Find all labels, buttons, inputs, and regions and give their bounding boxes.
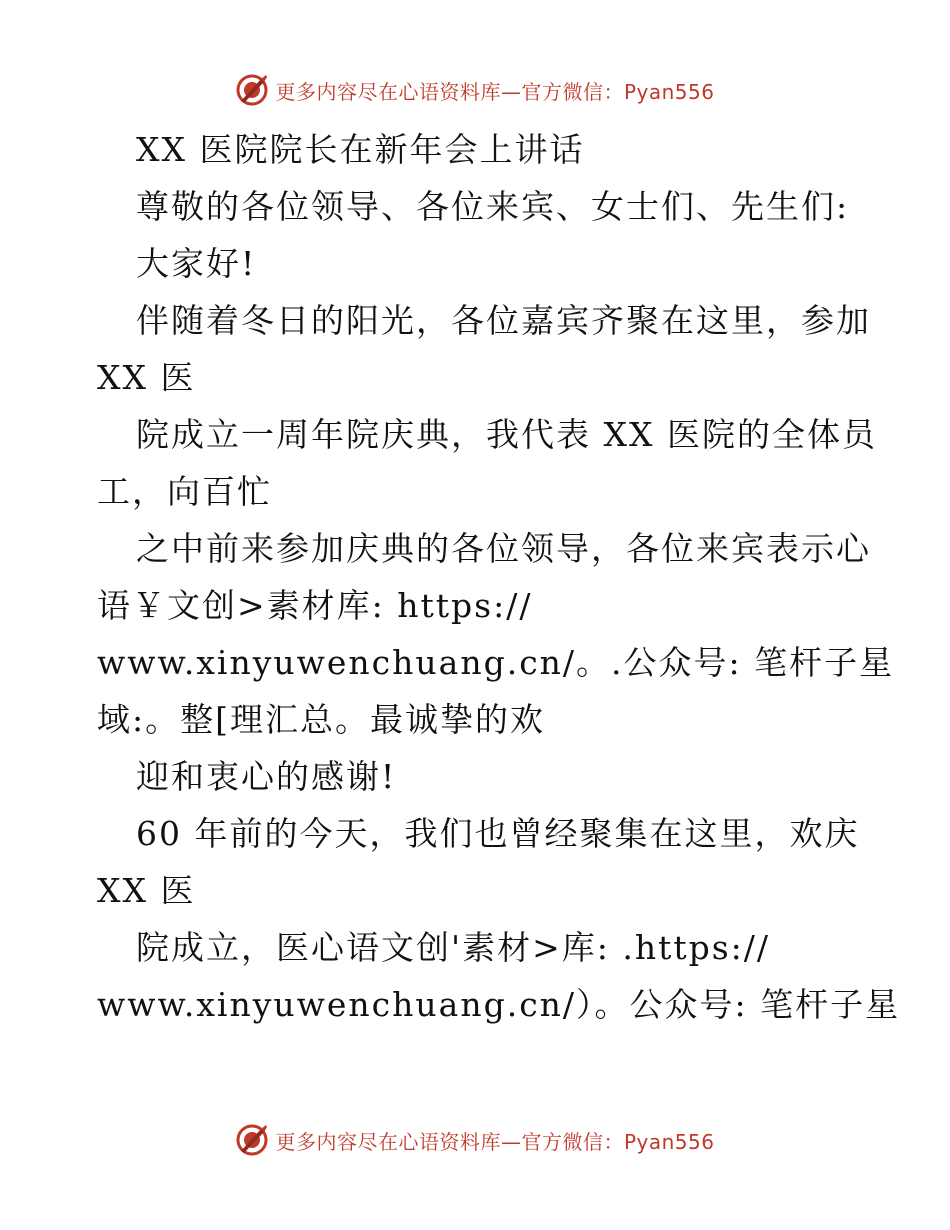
page-header-banner — [0, 70, 950, 110]
text-line: 尊敬的各位领导、各位来宾、女士们、先生们: — [136, 187, 850, 226]
text-line: 伴随着冬日的阳光，各位嘉宾齐聚在这里，参加 — [136, 301, 871, 340]
text-line: 域:。整[理汇总。最诚挚的欢 — [97, 700, 545, 739]
text-line: 院成立一周年院庆典，我代表 XX 医院的全体员 — [136, 415, 877, 454]
banner-text: 更多内容尽在心语资料库—官方微信：Pyan556 — [275, 79, 715, 104]
banner-text: 更多内容尽在心语资料库—官方微信：Pyan556 — [275, 1129, 715, 1154]
text-line: www.xinyuwenchuang.cn/。.公众号: 笔杆子星 — [97, 643, 895, 682]
text-line: XX 医 — [97, 871, 196, 910]
text-line: 60 年前的今天，我们也曾经聚集在这里，欢庆 — [136, 814, 860, 853]
banner-content — [235, 73, 714, 107]
doc-title: XX 医院院长在新年会上讲话 — [136, 130, 585, 169]
text-line: 之中前来参加庆典的各位领导，各位来宾表示心 — [136, 529, 871, 568]
text-line: 工，向百忙 — [97, 472, 272, 511]
quill-logo-icon — [235, 1123, 269, 1157]
text-line: 语￥文创>素材库: https:// — [97, 586, 533, 625]
banner-content — [235, 1123, 714, 1157]
quill-logo-icon — [235, 73, 269, 107]
text-line: 院成立，医心语文创'素材>库: .https:// — [136, 928, 771, 967]
text-line: 迎和衷心的感谢! — [136, 757, 397, 796]
page-footer-banner — [0, 1120, 950, 1160]
text-line: XX 医 — [97, 358, 196, 397]
text-line: 大家好! — [136, 244, 257, 283]
text-line: www.xinyuwenchuang.cn/）。公众号: 笔杆子星 — [97, 985, 901, 1024]
